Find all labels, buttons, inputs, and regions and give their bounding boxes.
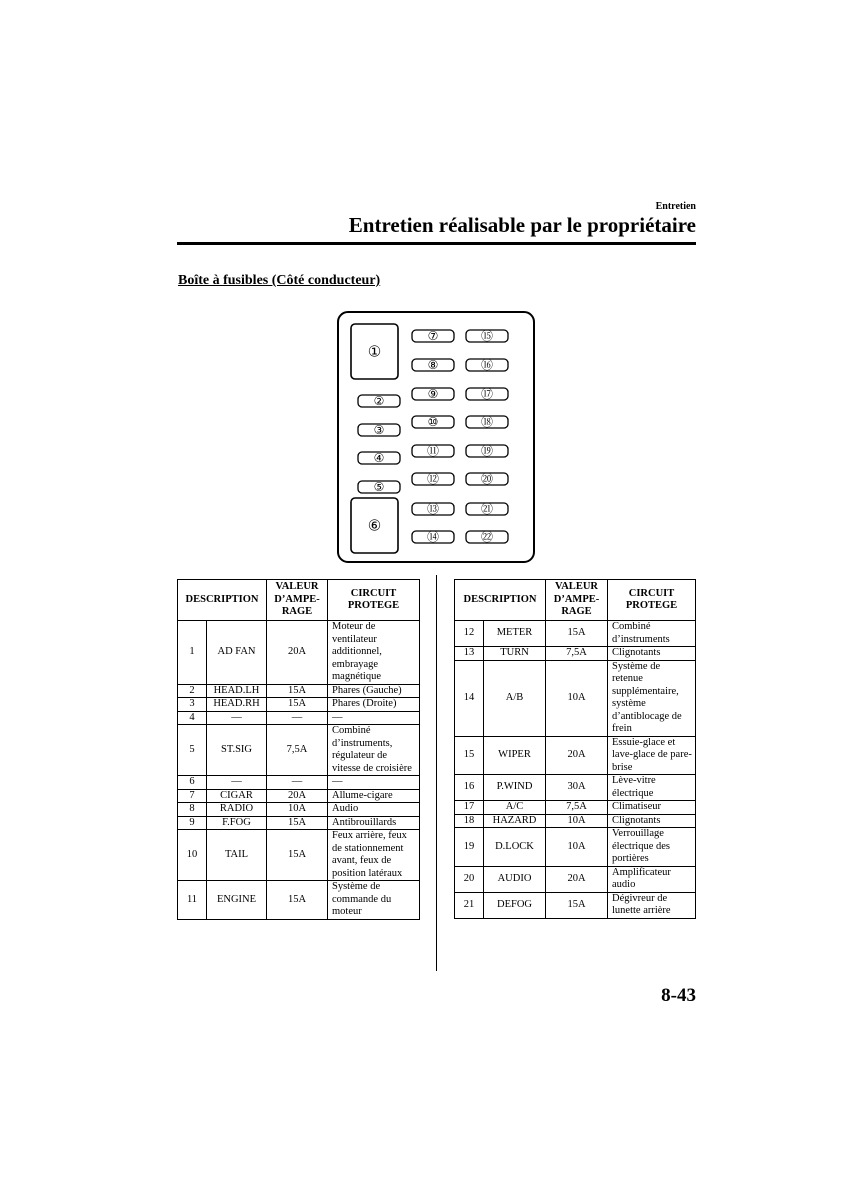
fuse-slot bbox=[358, 423, 400, 437]
fuse-number-label: ⑰ bbox=[480, 387, 494, 401]
table-row bbox=[455, 736, 696, 775]
fuse-name: TURN bbox=[484, 647, 546, 661]
fuse-number-label: ④ bbox=[373, 451, 385, 465]
table-row bbox=[455, 828, 696, 867]
table-row bbox=[178, 725, 420, 776]
fuse-name: TAIL bbox=[207, 830, 267, 881]
fuse-number: 8 bbox=[178, 803, 207, 817]
protected-circuit: Feux arrière, feux de stationnement avant, feux de position latéraux bbox=[328, 830, 420, 881]
fuse-name: HEAD.LH bbox=[207, 684, 267, 698]
table-row bbox=[178, 711, 420, 725]
fuse-number-label: ⑱ bbox=[480, 415, 494, 429]
fuse-number: 5 bbox=[178, 725, 207, 776]
fuse-number: 4 bbox=[178, 711, 207, 725]
fuse-number-label: ⑩ bbox=[427, 415, 439, 429]
fuse-number: 9 bbox=[178, 816, 207, 830]
fuse-number-label: ⑲ bbox=[480, 444, 494, 458]
table-row bbox=[178, 621, 420, 685]
fuse-name: D.LOCK bbox=[484, 828, 546, 867]
table-row bbox=[178, 789, 420, 803]
fuse-name: P.WIND bbox=[484, 775, 546, 801]
protected-circuit: Clignotants bbox=[608, 647, 696, 661]
fuse-amperage: 20A bbox=[546, 736, 608, 775]
page-title: Entretien réalisable par le propriétaire bbox=[348, 213, 696, 237]
fuse-number: 11 bbox=[178, 881, 207, 920]
table-row bbox=[455, 647, 696, 661]
fuse-name: F.FOG bbox=[207, 816, 267, 830]
header-description: DESCRIPTION bbox=[178, 580, 267, 621]
fuse-slot bbox=[466, 472, 508, 486]
protected-circuit: Moteur de ventilateur additionnel, embrayage magnétique bbox=[328, 621, 420, 685]
protected-circuit: Phares (Gauche) bbox=[328, 684, 420, 698]
fuse-number: 13 bbox=[455, 647, 484, 661]
fuse-number: 2 bbox=[178, 684, 207, 698]
fuse-table-right bbox=[454, 579, 696, 919]
header-amperage: VALEUR D’AMPE- RAGE bbox=[267, 580, 328, 621]
table-row bbox=[178, 830, 420, 881]
fuse-slot bbox=[351, 324, 398, 379]
fuse-name: — bbox=[207, 776, 267, 790]
fuse-amperage: 10A bbox=[546, 828, 608, 867]
fuse-number: 7 bbox=[178, 789, 207, 803]
fuse-amperage: 15A bbox=[267, 684, 328, 698]
fuse-number-label: ⑤ bbox=[373, 480, 385, 494]
protected-circuit: Dégivreur de lunette arrière bbox=[608, 892, 696, 918]
fuse-amperage: 7,5A bbox=[267, 725, 328, 776]
fuse-name: WIPER bbox=[484, 736, 546, 775]
fuse-name: AUDIO bbox=[484, 866, 546, 892]
page-number: 8-43 bbox=[661, 985, 696, 1006]
section-label: Entretien bbox=[655, 201, 696, 212]
header-amperage: VALEUR D’AMPE- RAGE bbox=[546, 580, 608, 621]
fuse-name: A/B bbox=[484, 660, 546, 736]
fuse-slot bbox=[466, 358, 508, 372]
fuse-number-label: ⑮ bbox=[480, 329, 494, 343]
fuse-amperage: — bbox=[267, 776, 328, 790]
fuse-amperage: 20A bbox=[267, 789, 328, 803]
table-row bbox=[455, 814, 696, 828]
header-circuit: CIRCUIT PROTEGE bbox=[608, 580, 696, 621]
fuse-name: ENGINE bbox=[207, 881, 267, 920]
fuse-number: 12 bbox=[455, 621, 484, 647]
fuse-amperage: 10A bbox=[546, 814, 608, 828]
fuse-number-label: ② bbox=[373, 394, 385, 408]
fuse-number-label: ⑪ bbox=[426, 444, 440, 458]
fuse-name: DEFOG bbox=[484, 892, 546, 918]
fuse-number-label: ⑦ bbox=[427, 329, 439, 343]
fuse-slot bbox=[412, 415, 454, 429]
fuse-number: 15 bbox=[455, 736, 484, 775]
fuse-number-label: ⑫ bbox=[426, 472, 440, 486]
table-row bbox=[455, 775, 696, 801]
fuse-name: RADIO bbox=[207, 803, 267, 817]
protected-circuit: Clignotants bbox=[608, 814, 696, 828]
fuse-amperage: 30A bbox=[546, 775, 608, 801]
fuse-amperage: 10A bbox=[267, 803, 328, 817]
fuse-number-label: ③ bbox=[373, 423, 385, 437]
fuse-number: 1 bbox=[178, 621, 207, 685]
fuse-amperage: 15A bbox=[546, 892, 608, 918]
subheading: Boîte à fusibles (Côté conducteur) bbox=[178, 273, 381, 288]
protected-circuit: Combiné d’instruments, régulateur de vitesse de croisière bbox=[328, 725, 420, 776]
protected-circuit: — bbox=[328, 711, 420, 725]
protected-circuit: Audio bbox=[328, 803, 420, 817]
fuse-name: AD FAN bbox=[207, 621, 267, 685]
fuse-table-left bbox=[177, 579, 420, 920]
table-row bbox=[455, 621, 696, 647]
fuse-number-label: ㉒ bbox=[480, 530, 494, 544]
fuse-amperage: 20A bbox=[546, 866, 608, 892]
fuse-number: 19 bbox=[455, 828, 484, 867]
fuse-number-label: ⑳ bbox=[480, 472, 494, 486]
fuse-slot bbox=[351, 498, 398, 553]
protected-circuit: Allume-cigare bbox=[328, 789, 420, 803]
fuse-number: 14 bbox=[455, 660, 484, 736]
fuse-slot bbox=[412, 329, 454, 343]
fuse-number: 10 bbox=[178, 830, 207, 881]
fuse-number-label: ⑭ bbox=[426, 530, 440, 544]
fuse-slot bbox=[412, 472, 454, 486]
fuse-slot bbox=[412, 387, 454, 401]
fuse-name: A/C bbox=[484, 801, 546, 815]
fuse-slot bbox=[466, 530, 508, 544]
table-row bbox=[178, 803, 420, 817]
fuse-amperage: 7,5A bbox=[546, 647, 608, 661]
protected-circuit: Amplificateur audio bbox=[608, 866, 696, 892]
fuse-name: — bbox=[207, 711, 267, 725]
fuse-name: HEAD.RH bbox=[207, 698, 267, 712]
protected-circuit: — bbox=[328, 776, 420, 790]
table-row bbox=[178, 698, 420, 712]
fuse-slot bbox=[466, 415, 508, 429]
protected-circuit: Combiné d’instruments bbox=[608, 621, 696, 647]
fuse-slot bbox=[412, 530, 454, 544]
fuse-name: METER bbox=[484, 621, 546, 647]
fuse-number: 3 bbox=[178, 698, 207, 712]
protected-circuit: Climatiseur bbox=[608, 801, 696, 815]
fuse-amperage: 15A bbox=[267, 698, 328, 712]
fuse-amperage: 15A bbox=[546, 621, 608, 647]
fuse-slot bbox=[466, 387, 508, 401]
fuse-amperage: 15A bbox=[267, 881, 328, 920]
table-row bbox=[178, 816, 420, 830]
fuse-number-label: ⑬ bbox=[426, 502, 440, 516]
fuse-slot bbox=[358, 451, 400, 465]
table-row bbox=[455, 866, 696, 892]
fuse-number-label: ① bbox=[367, 342, 382, 361]
protected-circuit: Antibrouillards bbox=[328, 816, 420, 830]
fuse-number: 18 bbox=[455, 814, 484, 828]
fuse-number-label: ⑨ bbox=[427, 387, 439, 401]
table-row bbox=[455, 801, 696, 815]
fuse-number: 17 bbox=[455, 801, 484, 815]
protected-circuit: Lève-vitre électrique bbox=[608, 775, 696, 801]
header-circuit: CIRCUIT PROTEGE bbox=[328, 580, 420, 621]
protected-circuit: Phares (Droite) bbox=[328, 698, 420, 712]
title-rule bbox=[177, 242, 696, 245]
fuse-number: 21 bbox=[455, 892, 484, 918]
fuse-number: 20 bbox=[455, 866, 484, 892]
fuse-slot bbox=[358, 480, 400, 494]
fuse-amperage: — bbox=[267, 711, 328, 725]
fuse-number: 16 bbox=[455, 775, 484, 801]
fuse-number-label: ⑥ bbox=[367, 516, 382, 535]
fuse-amperage: 15A bbox=[267, 830, 328, 881]
fuse-slot bbox=[412, 502, 454, 516]
fuse-box-diagram bbox=[337, 311, 537, 565]
fuse-amperage: 20A bbox=[267, 621, 328, 685]
fuse-number-label: ㉑ bbox=[480, 502, 494, 516]
fuse-number-label: ⑯ bbox=[480, 358, 494, 372]
protected-circuit: Système de retenue supplémentaire, système d’antiblocage de frein bbox=[608, 660, 696, 736]
fuse-number: 6 bbox=[178, 776, 207, 790]
fuse-name: HAZARD bbox=[484, 814, 546, 828]
fuse-slot bbox=[466, 444, 508, 458]
protected-circuit: Verrouillage électrique des portières bbox=[608, 828, 696, 867]
fuse-amperage: 15A bbox=[267, 816, 328, 830]
fuse-slot bbox=[466, 329, 508, 343]
fuse-number-label: ⑧ bbox=[427, 358, 439, 372]
table-row bbox=[178, 881, 420, 920]
fuse-amperage: 7,5A bbox=[546, 801, 608, 815]
fuse-name: CIGAR bbox=[207, 789, 267, 803]
table-row bbox=[455, 892, 696, 918]
fuse-amperage: 10A bbox=[546, 660, 608, 736]
fuse-slot bbox=[412, 444, 454, 458]
table-row bbox=[455, 660, 696, 736]
protected-circuit: Système de commande du moteur bbox=[328, 881, 420, 920]
protected-circuit: Essuie-glace et lave-glace de pare-brise bbox=[608, 736, 696, 775]
header-description: DESCRIPTION bbox=[455, 580, 546, 621]
table-row bbox=[178, 684, 420, 698]
fuse-name: ST.SIG bbox=[207, 725, 267, 776]
fuse-slot bbox=[358, 394, 400, 408]
fuse-slot bbox=[412, 358, 454, 372]
column-divider bbox=[436, 575, 437, 971]
table-row bbox=[178, 776, 420, 790]
fuse-slot bbox=[466, 502, 508, 516]
